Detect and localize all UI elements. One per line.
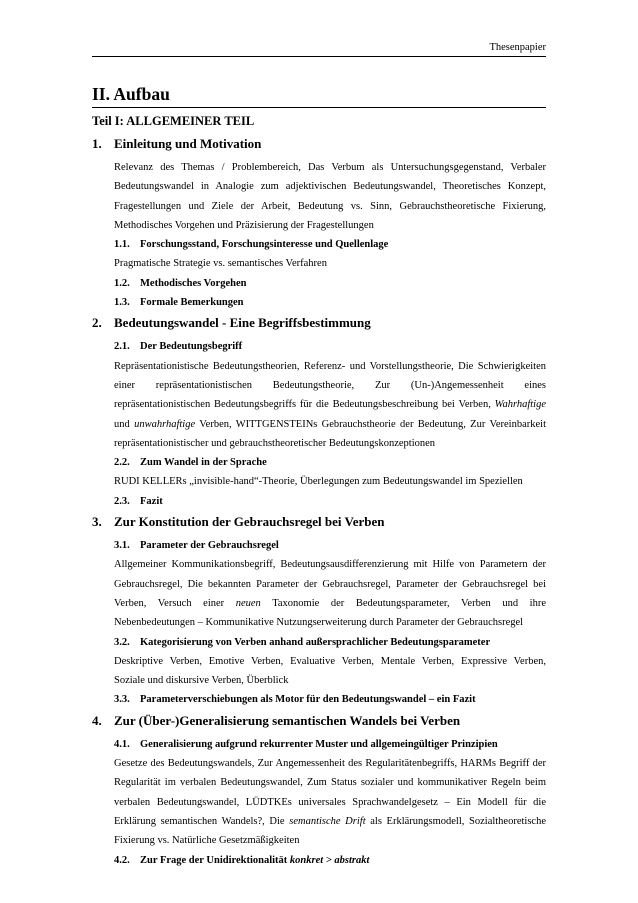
text-line: Pragmatische Strategie vs. semantisches Verfahren <box>114 258 327 270</box>
subsection-number: 3.2. <box>114 636 130 648</box>
subsection-number: 1.1. <box>114 239 130 251</box>
subsection-title: Zum Wandel in der Sprache <box>140 457 267 469</box>
document-body <box>92 84 546 870</box>
subsection-title: Zur Frage der Unidirektionalität konkret > abstrakt <box>140 854 370 866</box>
section-number: 1. <box>92 136 102 151</box>
header-rule <box>92 56 546 57</box>
subsection-title: Formale Bemerkungen <box>140 297 244 309</box>
paragraph <box>114 357 546 453</box>
subsection-1-2-heading <box>114 274 546 293</box>
text-line: Fixierung vs. Natürliche Gesetzmäßigkeiten <box>114 835 300 847</box>
section-4-heading <box>92 713 546 729</box>
text-line: Gesetze des Bedeutungswandels, Zur Angemessenheit des Regularitätenbegriffs, HARMs Begriff der <box>114 758 546 770</box>
paragraph <box>114 652 546 691</box>
subsection-1-1-heading <box>114 235 546 254</box>
text-line: verbalen Bedeutungswandel, LÜDTKEs universales Sprachwandelgesetz – Ein Modell für die <box>114 796 546 808</box>
subsection-number: 2.2. <box>114 457 130 469</box>
text-line: und unwahrhaftige Verben, WITTGENSTEINs Gebrauchstheorie der Bedeutung, Zur Vereinbarkeit <box>114 418 546 430</box>
subsection-number: 2.1. <box>114 341 130 353</box>
section-number: 3. <box>92 514 102 530</box>
subsection-title: Generalisierung aufgrund rekurrenter Muster und allgemeingültiger Prinzipien <box>140 738 498 750</box>
subsection-3-3-heading <box>114 690 546 709</box>
text-line: Gebrauchsregel, Die bekannten Parameter der Gebrauchsregel, Parameter der Gebrauchsregel bei <box>114 578 546 590</box>
paragraph <box>114 254 546 273</box>
subsection-number: 3.3. <box>114 694 130 706</box>
subsection-1-3-heading <box>114 293 546 312</box>
subsection-title: Methodisches Vorgehen <box>140 277 247 289</box>
subsection-title: Der Bedeutungsbegriff <box>140 341 243 353</box>
text-line: Methodisches Vorgehen und Präzisierung der Fragestellungen <box>114 219 374 231</box>
section-1-heading <box>92 136 546 152</box>
section-number: 2. <box>92 315 102 331</box>
subsection-title: Kategorisierung von Verben anhand außersprachlicher Bedeutungsparameter <box>140 636 491 648</box>
text-line: Repräsentationistische Bedeutungstheorien, Referenz- und Vorstellungstheorie, Die Schwierigkeiten <box>114 360 546 372</box>
section-3-heading <box>92 514 546 530</box>
subsection-title: Forschungsstand, Forschungsinteresse und Quellenlage <box>140 239 389 251</box>
subsection-number: 1.2. <box>114 277 130 289</box>
subsection-title: Parameter der Gebrauchsregel <box>140 540 279 552</box>
text-line: Allgemeiner Kommunikationsbegriff, Bedeutungsausdifferenzierung mit Hilfe von Parametern der <box>114 559 546 571</box>
section-title: Zur (Über-)Generalisierung semantischen Wandels bei Verben <box>114 712 461 728</box>
subsection-2-1-heading <box>114 337 546 356</box>
subsection-2-2-heading <box>114 453 546 472</box>
subsection-3-1-heading <box>114 536 546 555</box>
page-header-title: Thesenpapier <box>489 42 546 53</box>
section-1-body <box>114 158 546 312</box>
section-2-heading <box>92 315 546 331</box>
paragraph <box>114 555 546 632</box>
subsection-number: 3.1. <box>114 540 130 552</box>
subsection-title: Fazit <box>140 495 163 507</box>
subsection-4-2-heading <box>114 851 546 870</box>
text-line: Bedeutungswandel in Analogie zum adjektivischen Bedeutungswandel, Theoretisches Konzept, <box>114 181 546 193</box>
section-4-body <box>114 735 546 870</box>
text-line: Deskriptive Verben, Emotive Verben, Evaluative Verben, Mentale Verben, Expressive Verben, <box>114 655 546 667</box>
part-title: Teil I: ALLGEMEINER TEIL <box>92 114 255 128</box>
text-line: repräsentationistischen Bedeutungsbegriffs für die Bedeutungsbeschreibung bei Verben, Wahrhaftige <box>114 399 546 411</box>
subsection-3-2-heading <box>114 633 546 652</box>
section-title: Einleitung und Motivation <box>114 136 262 151</box>
subsection-number: 4.1. <box>114 738 130 750</box>
subsection-title: Parameterverschiebungen als Motor für den Bedeutungswandel – ein Fazit <box>140 694 476 706</box>
text-line: Nebenbedeutungen – Kommunikative Nutzungserweiterung durch Parameter der Gebrauchsregel <box>114 617 524 629</box>
subsection-number: 4.2. <box>114 854 130 866</box>
text-line: Verben, Versuch einer neuen Taxonomie der Bedeutungsparameter, Verben und ihre <box>114 597 546 609</box>
paragraph <box>114 472 546 491</box>
text-line: einer repräsentationistischen Bedeutungstheorie, Zur (Un-)Angemessenheit eines <box>114 379 546 391</box>
section-number: 4. <box>92 712 102 728</box>
document-title: II. Aufbau <box>92 84 546 108</box>
subsection-4-1-heading <box>114 735 546 754</box>
text-line: Fragestellungen und Ziele der Arbeit, Bedeutung vs. Sinn, Gebrauchstheoretische Fixierung, <box>114 200 546 212</box>
section-3-body <box>114 536 546 710</box>
paragraph <box>114 754 546 850</box>
text-line: Regularität im verbalen Bedeutungswandel, Zum Status sozialer und kommunikativer Regeln beim <box>114 777 546 789</box>
subsection-2-3-heading <box>114 492 546 511</box>
text-line: Relevanz des Themas / Problembereich, Das Verbum als Untersuchungsgegenstand, Verbaler <box>114 162 546 173</box>
text-line: RUDI KELLERs „invisible-hand“-Theorie, Überlegungen zum Bedeutungswandel im Speziellen <box>114 476 523 488</box>
text-line: Erklärung semantischen Wandels?, Die semantische Drift als Erklärungsmodell, Sozialtheoretische <box>114 815 546 827</box>
subsection-number: 2.3. <box>114 495 130 507</box>
text-line: repräsentationistischer und gebrauchstheoretischer Bedeutungskonzeptionen <box>114 437 436 449</box>
text-line: Soziale und diskursive Verben, Überblick <box>114 675 289 687</box>
paragraph <box>114 158 546 235</box>
section-2-body <box>114 337 546 511</box>
section-title: Zur Konstitution der Gebrauchsregel bei Verben <box>114 514 385 530</box>
subsection-number: 1.3. <box>114 297 130 309</box>
section-title: Bedeutungswandel - Eine Begriffsbestimmung <box>114 315 371 331</box>
